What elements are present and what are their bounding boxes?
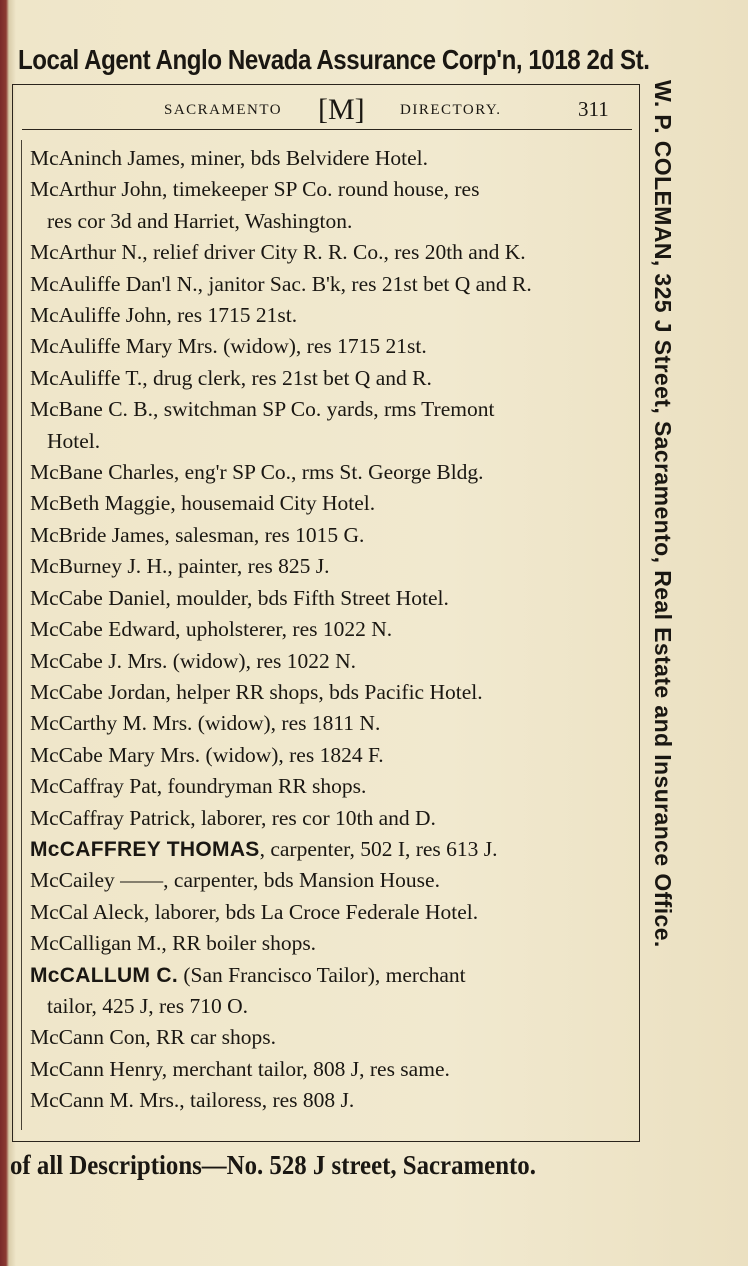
entry-text: McAuliffe John, res 1715 21st.: [30, 303, 298, 328]
directory-entry: [30, 614, 630, 645]
directory-entry: [30, 520, 630, 551]
entry-text: McCabe Daniel, moulder, bds Fifth Street Hotel.: [30, 585, 449, 610]
directory-entries: [30, 143, 630, 1117]
directory-entry: [30, 991, 630, 1022]
directory-entry: [30, 457, 630, 488]
directory-entry: [30, 363, 630, 394]
entry-text: res cor 3d and Harriet, Washington.: [47, 208, 353, 233]
header-letter: [M]: [318, 93, 365, 126]
directory-entry: [30, 646, 630, 677]
entry-text: McCailey ——, carpenter, bds Mansion House.: [30, 868, 440, 893]
entry-text: McCalligan M., RR boiler shops.: [30, 931, 317, 956]
directory-entry: [30, 928, 630, 959]
directory-entry: [30, 803, 630, 834]
entry-text: McCabe Jordan, helper RR shops, bds Pacific Hotel.: [30, 679, 483, 704]
entry-text: McBeth Maggie, housemaid City Hotel.: [30, 491, 376, 516]
page-number: 311: [578, 97, 609, 121]
entry-text: McAuliffe Dan'l N., janitor Sac. B'k, res 21st bet Q and R.: [30, 271, 532, 296]
entry-text: McCabe Edward, upholsterer, res 1022 N.: [30, 617, 393, 642]
entry-text: McBane Charles, eng'r SP Co., rms St. George Bldg.: [30, 460, 484, 485]
directory-entry: [30, 834, 630, 865]
side-advertisement: W. P. COLEMAN, 325 J Street, Sacramento, Real Estate and Insurance Office.: [650, 80, 676, 948]
page-header: [22, 95, 632, 130]
directory-entry: [30, 551, 630, 582]
entry-text: McCann Henry, merchant tailor, 808 J, res same.: [30, 1056, 450, 1081]
entry-text: McArthur John, timekeeper SP Co. round house, res: [30, 177, 480, 202]
entry-text: (San Francisco Tailor), merchant: [177, 962, 466, 987]
directory-entry: [30, 237, 630, 268]
entry-text: McAninch James, miner, bds Belvidere Hotel.: [30, 146, 428, 170]
entry-text: McCaffray Pat, foundryman RR shops.: [30, 774, 367, 799]
directory-entry: [30, 865, 630, 896]
entry-bold-name: McCALLUM C.: [30, 963, 178, 987]
entry-text: McAuliffe Mary Mrs. (widow), res 1715 21st.: [30, 334, 427, 359]
entry-text: tailor, 425 J, res 710 O.: [47, 993, 248, 1018]
entry-text: McBane C. B., switchman SP Co. yards, rms Tremont: [30, 397, 495, 422]
directory-entry: [30, 426, 630, 457]
entry-bold-name: McCAFFREY THOMAS: [30, 837, 260, 861]
entry-text: McCarthy M. Mrs. (widow), res 1811 N.: [30, 711, 381, 736]
entry-text: McArthur N., relief driver City R. R. Co., res 20th and K.: [30, 240, 526, 265]
header-directory: DIRECTORY.: [400, 102, 502, 118]
entry-text: , carpenter, 502 I, res 613 J.: [259, 836, 498, 861]
directory-entry: [30, 143, 630, 174]
directory-entry: [30, 300, 630, 331]
directory-entry: [30, 1022, 630, 1053]
entry-text: McBurney J. H., painter, res 825 J.: [30, 554, 330, 579]
directory-entry: [30, 677, 630, 708]
directory-entry: [30, 488, 630, 519]
directory-entry: [30, 331, 630, 362]
directory-entry: [30, 174, 630, 205]
directory-entry: [30, 583, 630, 614]
directory-entry: [30, 1054, 630, 1085]
entry-text: McCabe Mary Mrs. (widow), res 1824 F.: [30, 742, 384, 767]
entry-text: McCann M. Mrs., tailoress, res 808 J.: [30, 1088, 355, 1113]
directory-entry: [30, 771, 630, 802]
entry-text: McCann Con, RR car shops.: [30, 1025, 277, 1050]
entry-text: McAuliffe T., drug clerk, res 21st bet Q and R.: [30, 365, 432, 390]
top-advertisement: Local Agent Anglo Nevada Assurance Corp'n, 1018 2d St.: [18, 44, 650, 75]
directory-entry: [30, 1085, 630, 1116]
directory-entry: [30, 394, 630, 425]
directory-entry: [30, 897, 630, 928]
entry-text: McCabe J. Mrs. (widow), res 1022 N.: [30, 648, 357, 673]
header-city: SACRAMENTO: [164, 102, 283, 118]
bottom-advertisement: of all Descriptions—No. 528 J street, Sacramento.: [10, 1150, 536, 1180]
directory-entry: [30, 708, 630, 739]
entry-text: McCaffray Patrick, laborer, res cor 10th and D.: [30, 805, 436, 830]
directory-entry: [30, 740, 630, 771]
directory-entry: [30, 960, 630, 991]
left-rule: [21, 140, 22, 1130]
entry-text: Hotel.: [47, 428, 101, 453]
entry-text: McCal Aleck, laborer, bds La Croce Federale Hotel.: [30, 899, 479, 924]
directory-entry: [30, 269, 630, 300]
entry-text: McBride James, salesman, res 1015 G.: [30, 522, 365, 547]
directory-entry: [30, 206, 630, 237]
